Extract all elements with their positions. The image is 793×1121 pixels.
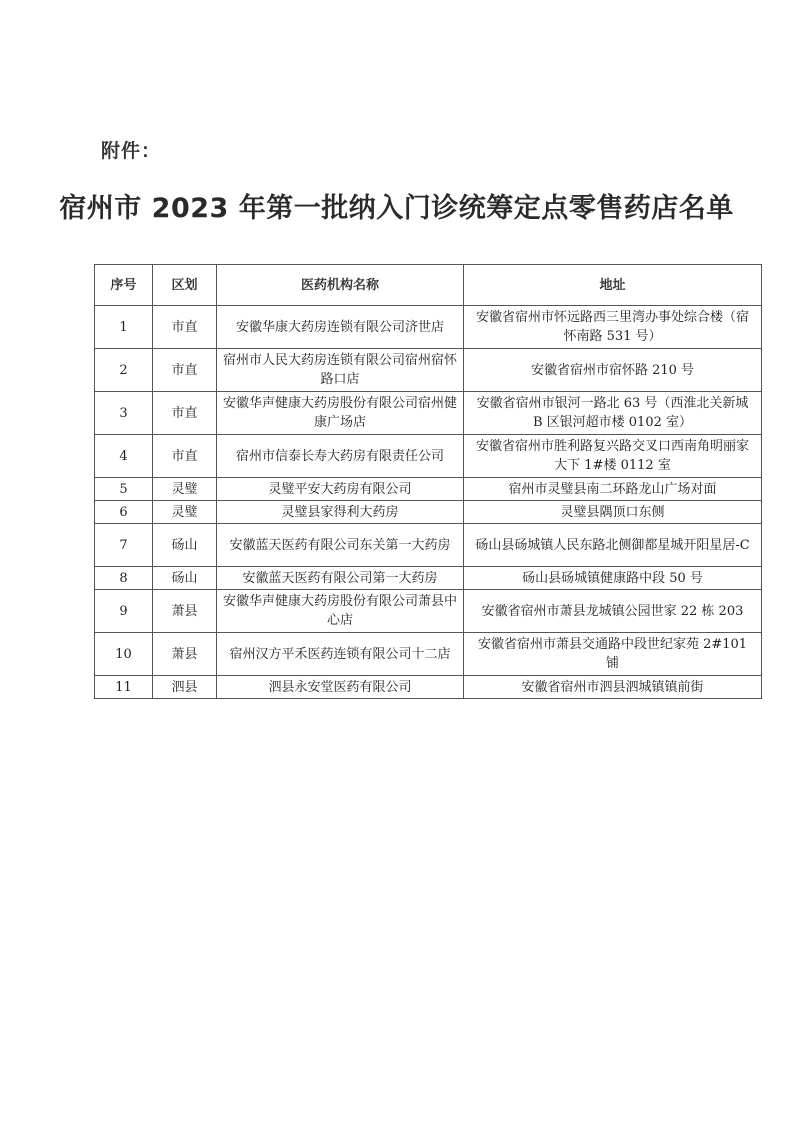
cell-no: 10 [95, 633, 153, 676]
cell-region: 砀山 [153, 524, 217, 567]
table-row [95, 306, 762, 349]
cell-address: 安徽省宿州市宿怀路 210 号 [464, 349, 762, 392]
cell-name: 安徽华声健康大药房股份有限公司萧县中心店 [217, 590, 464, 633]
table-row [95, 501, 762, 524]
cell-region: 灵璧 [153, 501, 217, 524]
table-body [95, 306, 762, 699]
cell-region: 市直 [153, 392, 217, 435]
cell-name: 安徽华声健康大药房股份有限公司宿州健康广场店 [217, 392, 464, 435]
table-row [95, 524, 762, 567]
cell-region: 萧县 [153, 633, 217, 676]
table-row [95, 676, 762, 699]
cell-address: 砀山县砀城镇人民东路北侧御都星城开阳星居-C [464, 524, 762, 567]
cell-region: 灵璧 [153, 478, 217, 501]
header-region: 区划 [153, 265, 217, 306]
cell-address: 安徽省宿州市萧县交通路中段世纪家苑 2#101 铺 [464, 633, 762, 676]
cell-region: 市直 [153, 435, 217, 478]
cell-no: 3 [95, 392, 153, 435]
cell-address: 灵璧县隅顶口东侧 [464, 501, 762, 524]
cell-region: 泗县 [153, 676, 217, 699]
table-row [95, 567, 762, 590]
cell-address: 安徽省宿州市银河一路北 63 号（西淮北关新城 B 区银河超市楼 0102 室） [464, 392, 762, 435]
table-header-row [95, 265, 762, 306]
cell-address: 安徽省宿州市怀远路西三里湾办事处综合楼（宿怀南路 531 号） [464, 306, 762, 349]
cell-no: 6 [95, 501, 153, 524]
header-name: 医药机构名称 [217, 265, 464, 306]
page-title: 宿州市 2023 年第一批纳入门诊统筹定点零售药店名单 [59, 193, 734, 224]
cell-name: 泗县永安堂医药有限公司 [217, 676, 464, 699]
cell-name: 安徽蓝天医药有限公司东关第一大药房 [217, 524, 464, 567]
cell-region: 市直 [153, 349, 217, 392]
table-row [95, 590, 762, 633]
table-row [95, 633, 762, 676]
header-address: 地址 [464, 265, 762, 306]
cell-name: 宿州汉方平禾医药连锁有限公司十二店 [217, 633, 464, 676]
cell-address: 安徽省宿州市胜利路复兴路交叉口西南角明丽家大下 1#楼 0112 室 [464, 435, 762, 478]
table-row [95, 349, 762, 392]
cell-no: 9 [95, 590, 153, 633]
attachment-label: 附件： [101, 140, 162, 162]
pharmacy-list-table-wrapper [94, 264, 761, 699]
table-row [95, 392, 762, 435]
cell-no: 2 [95, 349, 153, 392]
cell-no: 4 [95, 435, 153, 478]
cell-address: 安徽省宿州市萧县龙城镇公园世家 22 栋 203 [464, 590, 762, 633]
cell-region: 萧县 [153, 590, 217, 633]
cell-no: 5 [95, 478, 153, 501]
cell-name: 宿州市人民大药房连锁有限公司宿州宿怀路口店 [217, 349, 464, 392]
cell-name: 灵璧县家得利大药房 [217, 501, 464, 524]
cell-name: 灵璧平安大药房有限公司 [217, 478, 464, 501]
table-row [95, 435, 762, 478]
cell-no: 8 [95, 567, 153, 590]
cell-address: 宿州市灵璧县南二环路龙山广场对面 [464, 478, 762, 501]
cell-name: 安徽华康大药房连锁有限公司济世店 [217, 306, 464, 349]
pharmacy-list-table [94, 264, 762, 699]
header-no: 序号 [95, 265, 153, 306]
cell-name: 安徽蓝天医药有限公司第一大药房 [217, 567, 464, 590]
cell-no: 7 [95, 524, 153, 567]
cell-no: 11 [95, 676, 153, 699]
cell-region: 砀山 [153, 567, 217, 590]
cell-name: 宿州市信泰长寿大药房有限责任公司 [217, 435, 464, 478]
table-row [95, 478, 762, 501]
cell-address: 安徽省宿州市泗县泗城镇镇前街 [464, 676, 762, 699]
cell-region: 市直 [153, 306, 217, 349]
cell-address: 砀山县砀城镇健康路中段 50 号 [464, 567, 762, 590]
cell-no: 1 [95, 306, 153, 349]
